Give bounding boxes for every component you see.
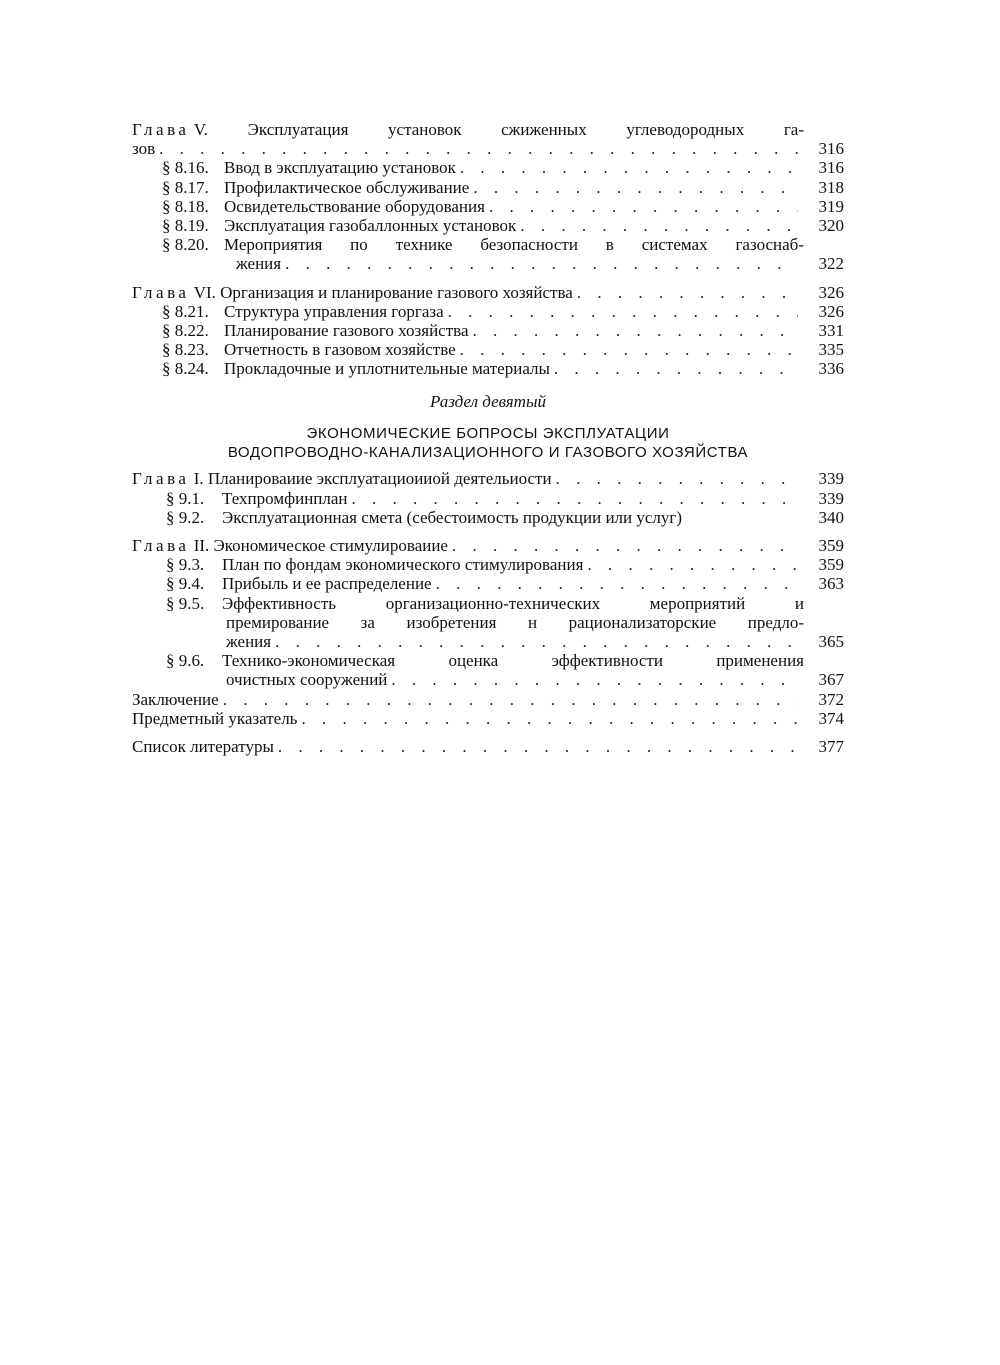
page-number: 340 xyxy=(818,507,844,527)
toc-entry xyxy=(132,359,844,378)
section-title: План по фондам экономического стимулирования xyxy=(222,555,584,575)
dot-leader xyxy=(301,709,798,728)
page-number: 359 xyxy=(818,536,844,555)
page-number: 339 xyxy=(818,469,844,489)
chapter-title: V. Эксплуатация установок сжиженных углеводородных га- xyxy=(193,120,804,139)
page-number: 377 xyxy=(818,736,844,756)
part-heading xyxy=(132,424,844,462)
page-number: 326 xyxy=(818,301,844,321)
dot-leader xyxy=(159,139,798,158)
section-number: § 9.5. xyxy=(166,593,205,613)
dot-leader xyxy=(460,340,798,359)
section-number: § 8.20. xyxy=(162,235,209,255)
page-number: 359 xyxy=(818,555,844,575)
toc-entry xyxy=(132,555,844,574)
dot-leader xyxy=(556,469,798,488)
dot-leader xyxy=(460,158,798,177)
chapter-title: VI. Организация и планирование газового хозяйства xyxy=(193,282,573,302)
toc-entry xyxy=(132,197,844,216)
toc-entry xyxy=(132,178,844,197)
page-number: 331 xyxy=(818,320,844,340)
section-title: Профилактическое обслуживание xyxy=(224,177,470,197)
section-title: Планирование газового хозяйства xyxy=(224,320,469,340)
part-heading-line2: ВОДОПРОВОДНО-КАНАЛИЗАЦИОННОГО И ГАЗОВОГО ХОЗЯЙСТВА xyxy=(227,444,749,462)
page-number: 367 xyxy=(818,670,844,690)
toc-entry-cont xyxy=(132,670,844,689)
toc-entry xyxy=(132,574,844,593)
page-number: 326 xyxy=(818,282,844,302)
toc-entry xyxy=(132,651,844,670)
section-title: Эффективность организационно-технических мероприятий и xyxy=(222,593,804,613)
dot-leader xyxy=(275,632,798,651)
section-title: Технико-экономическая оценка эффективности применения xyxy=(222,651,804,671)
dot-leader xyxy=(473,321,799,340)
dot-leader xyxy=(520,216,798,235)
page-number: 316 xyxy=(818,139,844,159)
section-title: Отчетность в газовом хозяйстве xyxy=(224,340,456,360)
toc-entry-cont xyxy=(132,632,844,651)
section-title: Прокладочные и уплотнительные материалы xyxy=(224,359,550,379)
chapter-title-cont: зов xyxy=(132,139,156,159)
page-number: 339 xyxy=(818,488,844,508)
toc-entry-cont xyxy=(132,254,844,273)
page-number: 374 xyxy=(818,708,844,728)
toc-entry xyxy=(132,489,844,508)
table-of-contents xyxy=(132,120,844,756)
section-title: Техпромфинплан xyxy=(222,488,348,508)
toc-chapter-2 xyxy=(132,536,844,555)
section-number: § 8.21. xyxy=(162,301,209,321)
section-title: Эксплуатация газобаллонных установок xyxy=(224,215,517,235)
back-title: Заключение xyxy=(132,689,219,709)
toc-entry-cont xyxy=(132,613,844,632)
section-title: Освидетельствование оборудования xyxy=(224,196,485,216)
dot-leader xyxy=(473,178,798,197)
page-number: 316 xyxy=(818,158,844,178)
section-title-cont: жения xyxy=(226,631,272,651)
chapter-label: Глава xyxy=(132,282,190,302)
dot-leader xyxy=(577,283,798,302)
page-number: 320 xyxy=(818,215,844,235)
chapter-label: Глава xyxy=(132,120,190,139)
section-title: Структура управления горгаза xyxy=(224,301,444,321)
toc-back-matter xyxy=(132,737,844,756)
section-number: § 8.24. xyxy=(162,359,209,379)
dot-leader xyxy=(554,359,798,378)
dot-leader xyxy=(587,555,798,574)
page-number: 365 xyxy=(818,631,844,651)
toc-entry xyxy=(132,340,844,359)
section-number: § 8.22. xyxy=(162,320,209,340)
page-number: 372 xyxy=(818,689,844,709)
toc-chapter-1 xyxy=(132,469,844,488)
dot-leader xyxy=(391,670,798,689)
page-number: 318 xyxy=(818,177,844,197)
section-number: § 8.17. xyxy=(162,177,209,197)
section-number: § 9.3. xyxy=(166,555,205,575)
toc-entry xyxy=(132,594,844,613)
chapter-title: I. Планироваиие эксплуатациоииой деятельиости xyxy=(193,469,552,489)
dot-leader xyxy=(436,574,798,593)
section-title-cont: очистных сооружений xyxy=(226,670,388,690)
section-number: § 8.16. xyxy=(162,158,209,178)
page-number: 336 xyxy=(818,359,844,379)
dot-leader xyxy=(285,254,798,273)
toc-entry xyxy=(132,158,844,177)
toc-chapter-5-line2 xyxy=(132,139,844,158)
section-number: § 9.1. xyxy=(166,488,205,508)
toc-entry xyxy=(132,235,844,254)
toc-entry xyxy=(132,508,844,527)
dot-leader xyxy=(352,489,798,508)
toc-back-matter xyxy=(132,690,844,709)
back-title: Предметный указатель xyxy=(132,708,298,728)
toc-entry xyxy=(132,216,844,235)
chapter-label: Глава xyxy=(132,469,190,489)
chapter-title: II. Экономическое стимулироваиие xyxy=(193,536,448,555)
section-title: Ввод в эксплуатацию установок xyxy=(224,158,456,178)
dot-leader xyxy=(223,690,798,709)
section-title-cont: премирование за изобретения н рационализаторские предло- xyxy=(226,612,804,632)
section-number: § 8.19. xyxy=(162,215,209,235)
page-number: 319 xyxy=(818,196,844,216)
section-number: § 9.6. xyxy=(166,651,205,671)
page-number: 363 xyxy=(818,574,844,594)
page-number: 335 xyxy=(818,340,844,360)
back-title: Список литературы xyxy=(132,736,274,756)
toc-back-matter xyxy=(132,709,844,728)
section-title: Эксплуатационная смета (себестоимость продукции или услуг) xyxy=(222,507,683,527)
section-number: § 8.23. xyxy=(162,340,209,360)
chapter-label: Глава xyxy=(132,536,190,555)
section-title: Мероприятия по технике безопасности в системах газоснаб- xyxy=(224,235,804,255)
section-number: § 9.2. xyxy=(166,507,205,527)
dot-leader xyxy=(489,197,798,216)
dot-leader xyxy=(278,737,798,756)
page-number: 322 xyxy=(818,254,844,274)
section-number: § 8.18. xyxy=(162,196,209,216)
part-label: Раздел девятый xyxy=(430,392,546,412)
part-heading-line1: ЭКОНОМИЧЕСКИЕ БОПРОСЫ ЭКСПЛУАТАЦИИ xyxy=(306,425,670,443)
dot-leader xyxy=(448,302,798,321)
toc-entry xyxy=(132,302,844,321)
toc-chapter-6 xyxy=(132,283,844,302)
section-title-cont: жения xyxy=(236,254,282,274)
toc-chapter-5-line1 xyxy=(132,120,844,139)
section-number: § 9.4. xyxy=(166,574,205,594)
section-title: Прибыль и ее распределение xyxy=(222,574,432,594)
toc-entry xyxy=(132,321,844,340)
dot-leader xyxy=(452,536,798,555)
